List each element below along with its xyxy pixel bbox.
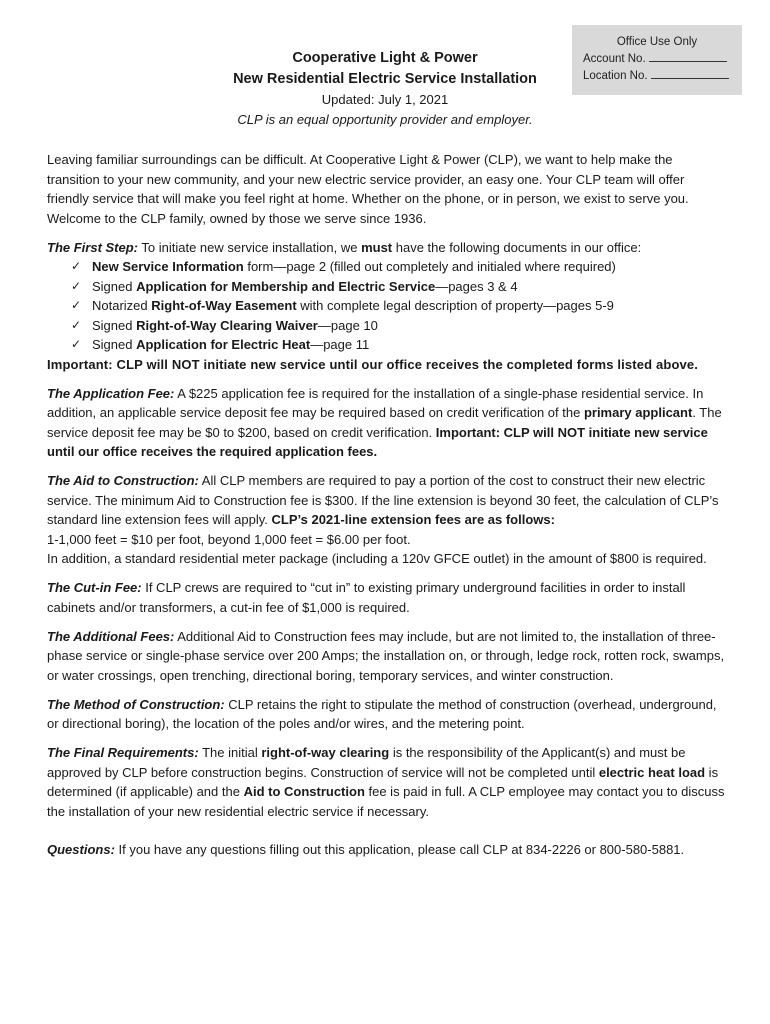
checkmark-icon: ✓ (71, 278, 82, 293)
method-of-construction-section (47, 695, 727, 734)
checkmark-icon: ✓ (71, 317, 82, 332)
updated-date: Updated: July 1, 2021 (321, 92, 449, 107)
item-suffix: —pages 3 & 4 (435, 278, 518, 294)
cut-in-fee-section (47, 578, 727, 617)
item-suffix: form—page 2 (filled out completely and initialed where required) (243, 259, 616, 274)
spacer (47, 831, 727, 840)
item-suffix: with complete legal description of property—pages 5-9 (296, 298, 614, 313)
page-title: New Residential Electric Service Installation (233, 71, 537, 87)
final-text-a: The initial (198, 745, 262, 760)
questions-section (47, 840, 727, 860)
item-prefix: Signed (92, 317, 137, 333)
aid-text-a: All CLP members are required to pay a portion of the cost to construct their new electric service. The minimum Aid to Construction fee is $300. If the line extension is beyond 30 feet, the calculation of CLP’s standard line extension fees will apply. (47, 473, 719, 527)
final-row-clearing: right-of-way clearing (261, 745, 390, 760)
item-suffix: —page 10 (317, 317, 378, 333)
cutin-lead: The Cut-in Fee: (47, 580, 142, 595)
application-fee-text-b: . The service deposit fee may be $0 to $200, based on credit verification. (47, 405, 722, 440)
first-step-important: Important: CLP will NOT initiate new service until our office receives the completed forms listed above. (47, 356, 699, 372)
item-prefix: Signed (92, 337, 137, 352)
method-text: CLP retains the right to stipulate the method of construction (overhead, underground, or directional boring), the location of the poles and/or wires, and the metering point. (47, 696, 717, 731)
first-step-must: must (361, 239, 393, 255)
questions-lead: Questions: (47, 841, 115, 857)
aid-meter-text: In addition, a standard residential meter package (including a 120v GFCE outlet) in the amount of $800 is required. (47, 551, 707, 566)
required-documents-list (47, 257, 727, 355)
questions-text: If you have any questions filling out this application, please call CLP at 834-2226 or 800-580-5881. (114, 841, 685, 857)
item-document-name: Right-of-Way Clearing Waiver (136, 317, 318, 333)
application-fee-section (47, 384, 727, 462)
item-document-name: Application for Membership and Electric Service (136, 278, 436, 294)
aid-to-construction-section (47, 471, 727, 569)
document-body (47, 150, 727, 869)
application-fee-important: Important: CLP will NOT initiate new service until our office receives the required application fees. (47, 424, 708, 459)
application-fee-text-a: A $225 application fee is required for the installation of a single-phase residential service. In addition, an applicable service deposit fee may be required based on credit verification of the (47, 385, 704, 420)
method-lead: The Method of Construction: (47, 696, 225, 712)
list-item (71, 316, 727, 336)
additional-lead: The Additional Fees: (47, 628, 175, 644)
item-document-name: New Service Information (92, 259, 244, 274)
org-name: Cooperative Light & Power (292, 50, 478, 66)
final-heat-load: electric heat load (598, 764, 706, 780)
account-number-label: Account No. (583, 53, 646, 65)
checkmark-icon: ✓ (71, 298, 82, 312)
list-item (71, 335, 727, 355)
item-document-name: Application for Electric Heat (136, 337, 311, 352)
aid-lead: The Aid to Construction: (47, 473, 199, 488)
office-use-title: Office Use Only (616, 36, 698, 48)
final-requirements-section (47, 743, 727, 821)
final-lead: The Final Requirements: (47, 745, 199, 760)
cutin-text: If CLP crews are required to “cut in” to existing primary underground facilities in order to install cabinets and/or transformers, a cut-in fee of $1,000 is required. (47, 580, 686, 615)
aid-fees-line: 1-1,000 feet = $10 per foot, beyond 1,000 feet = $6.00 per foot. (47, 531, 411, 547)
location-number-label: Location No. (583, 70, 648, 82)
final-aid: Aid to Construction (243, 784, 365, 799)
list-item (71, 296, 727, 316)
final-text-c: is determined (if applicable) and the (47, 764, 719, 799)
item-prefix: Signed (92, 278, 137, 294)
final-text-b: is the responsibility of the Applicant(s) and must be approved by CLP before construction begins. Construction of service will not be completed until (47, 745, 686, 780)
aid-fees-heading: CLP’s 2021-line extension fees are as follows: (271, 512, 555, 527)
list-item (71, 277, 727, 297)
document-header (170, 48, 600, 130)
first-step-intro (47, 238, 727, 258)
checkmark-icon: ✓ (71, 337, 82, 351)
first-step-text-a: To initiate new service installation, we (138, 239, 362, 255)
first-step-lead: The First Step: (47, 239, 139, 255)
first-step-text-b: have the following documents in our office: (392, 239, 642, 255)
additional-fees-section (47, 627, 727, 686)
primary-applicant: primary applicant (583, 405, 693, 420)
equal-opportunity-statement: CLP is an equal opportunity provider and employer. (237, 112, 533, 127)
account-number-blank (649, 50, 727, 62)
first-step-section (47, 238, 727, 375)
additional-text: Additional Aid to Construction fees may include, but are not limited to, the installation of three-phase service or single-phase service over 200 Amps; the installation on, or through, ledge rock, rotten rock, swamps, or water crossings, open trenching, directional boring, temporary services, and winter construction. (47, 628, 725, 683)
checkmark-icon: ✓ (71, 259, 82, 273)
item-suffix: —page 11 (310, 337, 370, 352)
final-text-d: fee is paid in full. A CLP employee may contact you to discuss the installation of your new residential electric service if necessary. (47, 784, 725, 819)
application-fee-lead: The Application Fee: (47, 385, 175, 401)
intro-paragraph: Leaving familiar surroundings can be difficult. At Cooperative Light & Power (CLP), we want to help make the transition to your new community, and your new electric service provider, an easy one. Your CLP team will offer friendly service that will make you feel right at home. Whether on the phone, or in person, we exist to serve you. Welcome to the CLP family, owned by those we serve since 1936. (47, 152, 689, 226)
location-number-blank (651, 67, 729, 79)
item-document-name: Right-of-Way Easement (151, 298, 297, 313)
item-prefix: Notarized (92, 298, 152, 313)
list-item (71, 257, 727, 277)
